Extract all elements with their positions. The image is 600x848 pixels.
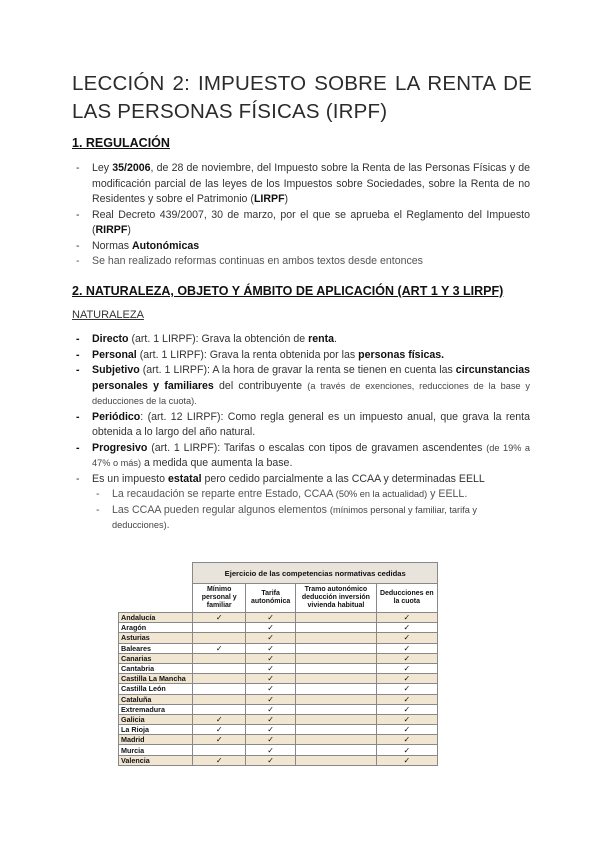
section-1-heading: 1. REGULACIÓN (72, 136, 170, 150)
check-icon: ✓ (246, 613, 296, 623)
table-row (119, 704, 438, 714)
table-row (119, 684, 438, 694)
empty-cell (193, 745, 246, 755)
table-row (119, 653, 438, 663)
table-super-header: Ejercicio de las competencias normativas cedidas (193, 563, 438, 584)
empty-cell (296, 684, 376, 694)
region-cell: La Rioja (119, 725, 193, 735)
check-icon: ✓ (376, 663, 437, 673)
empty-cell (193, 704, 246, 714)
check-icon: ✓ (376, 704, 437, 714)
check-icon: ✓ (246, 755, 296, 765)
region-cell: Madrid (119, 735, 193, 745)
check-icon: ✓ (376, 623, 437, 633)
check-icon: ✓ (246, 643, 296, 653)
region-cell: Castilla León (119, 684, 193, 694)
column-header: Tarifa autonómica (246, 584, 296, 613)
region-cell: Cantabria (119, 663, 193, 673)
check-icon: ✓ (376, 745, 437, 755)
empty-cell (296, 745, 376, 755)
check-icon: ✓ (376, 735, 437, 745)
list-item: - Subjetivo (art. 1 LIRPF): A la hora de gravar la renta se tienen en cuenta las circunstancias personales y familiares del contribuyente (a través de exenciones, reducciones de la base y deducciones de la cuota). (76, 364, 530, 406)
list-item: - Directo (art. 1 LIRPF): Grava la obtención de renta. (76, 333, 337, 345)
table-corner (119, 563, 193, 613)
empty-cell (193, 653, 246, 663)
check-icon: ✓ (246, 663, 296, 673)
check-icon: ✓ (246, 704, 296, 714)
region-cell: Murcia (119, 745, 193, 755)
check-icon: ✓ (246, 653, 296, 663)
naturaleza-subheading: NATURALEZA (72, 309, 144, 321)
check-icon: ✓ (246, 623, 296, 633)
table-row (119, 663, 438, 673)
empty-cell (193, 684, 246, 694)
page-title: LECCIÓN 2: IMPUESTO SOBRE LA RENTA DE LAS PERSONAS FÍSICAS (IRPF) (72, 72, 532, 123)
empty-cell (193, 623, 246, 633)
column-header: Mínimo personal y familiar (193, 584, 246, 613)
empty-cell (193, 633, 246, 643)
empty-cell (296, 704, 376, 714)
table-body (119, 613, 438, 766)
check-icon: ✓ (376, 725, 437, 735)
check-icon: ✓ (376, 674, 437, 684)
check-icon: ✓ (376, 714, 437, 724)
table-row (119, 745, 438, 755)
nested-list (92, 487, 530, 534)
list-item: - Ley 35/2006, de 28 de noviembre, del Impuesto sobre la Renta de las Personas Físicas y de modificación parcial de las leyes de los Impuestos sobre Sociedades, sobre la Renta de no Residentes y sobre el Patrimonio (LIRPF) (76, 162, 530, 205)
table-row (119, 694, 438, 704)
empty-cell (296, 694, 376, 704)
list-item: - Personal (art. 1 LIRPF): Grava la renta obtenida por las personas físicas. (76, 348, 445, 361)
competencias-table (118, 562, 438, 766)
check-icon: ✓ (246, 633, 296, 643)
list-item: - Progresivo (art. 1 LIRPF): Tarifas o escalas con tipos de gravamen ascendentes (de 19% a 47% o más) a medida que aumenta la base. (76, 441, 530, 469)
region-cell: Cataluña (119, 694, 193, 704)
region-cell: Asturias (119, 633, 193, 643)
check-icon: ✓ (193, 755, 246, 765)
check-icon: ✓ (193, 735, 246, 745)
check-icon: ✓ (193, 725, 246, 735)
check-icon: ✓ (193, 714, 246, 724)
region-cell: Castilla La Mancha (119, 674, 193, 684)
check-icon: ✓ (246, 674, 296, 684)
check-icon: ✓ (376, 633, 437, 643)
region-cell: Valencia (119, 755, 193, 765)
empty-cell (296, 643, 376, 653)
empty-cell (296, 653, 376, 663)
competencias-table-image (118, 562, 438, 766)
column-header: Deducciones en la cuota (376, 584, 437, 613)
table-row (119, 633, 438, 643)
table-row (119, 674, 438, 684)
list-item: - Se han realizado reformas continuas en ambos textos desde entonces (76, 255, 423, 267)
list-item: - Las CCAA pueden regular algunos elementos (mínimos personal y familiar, tarifa y deducciones). (96, 503, 477, 531)
check-icon: ✓ (376, 613, 437, 623)
table-row (119, 643, 438, 653)
region-cell: Galicia (119, 714, 193, 724)
list-item: - Normas Autonómicas (76, 239, 200, 252)
region-cell: Andalucía (119, 613, 193, 623)
check-icon: ✓ (376, 755, 437, 765)
table-row (119, 613, 438, 623)
list-item: - Real Decreto 439/2007, 30 de marzo, por el que se aprueba el Reglamento del Impuesto (RIRPF) (76, 208, 530, 236)
check-icon: ✓ (376, 684, 437, 694)
list-item: - La recaudación se reparte entre Estado, CCAA (50% en la actualidad) y EELL. (96, 488, 468, 500)
table-row (119, 755, 438, 765)
empty-cell (296, 735, 376, 745)
check-icon: ✓ (376, 653, 437, 663)
empty-cell (296, 714, 376, 724)
section-2-heading: 2. NATURALEZA, OBJETO Y ÁMBITO DE APLICACIÓN (ART 1 Y 3 LIRPF) (72, 284, 504, 298)
check-icon: ✓ (246, 725, 296, 735)
region-cell: Baleares (119, 643, 193, 653)
column-header: Tramo autonómico deducción inversión vivienda habitual (296, 584, 376, 613)
check-icon: ✓ (246, 694, 296, 704)
table-row (119, 725, 438, 735)
check-icon: ✓ (246, 714, 296, 724)
empty-cell (296, 725, 376, 735)
region-cell: Canarias (119, 653, 193, 663)
empty-cell (296, 613, 376, 623)
table-row (119, 735, 438, 745)
empty-cell (296, 663, 376, 673)
empty-cell (296, 755, 376, 765)
check-icon: ✓ (193, 643, 246, 653)
naturaleza-list (72, 332, 530, 534)
check-icon: ✓ (246, 684, 296, 694)
list-item: - Es un impuesto estatal pero cedido parcialmente a las CCAA y determinadas EELL - La recaudación se reparte entre Estado, CCAA (50% en la actualidad) y EELL. - Las CCAA pueden regular algunos elementos (mínimos personal y familiar, tarifa y deducciones). (72, 472, 530, 534)
regulation-list (72, 161, 530, 270)
empty-cell (296, 623, 376, 633)
empty-cell (296, 633, 376, 643)
check-icon: ✓ (376, 694, 437, 704)
list-item: - Periódico: (art. 12 LIRPF): Como regla general es un impuesto anual, que grava la renta obtenida a lo largo del año natural. (76, 410, 530, 438)
region-cell: Aragón (119, 623, 193, 633)
region-cell: Extremadura (119, 704, 193, 714)
empty-cell (296, 674, 376, 684)
check-icon: ✓ (376, 643, 437, 653)
empty-cell (193, 694, 246, 704)
check-icon: ✓ (193, 613, 246, 623)
table-row (119, 714, 438, 724)
check-icon: ✓ (246, 735, 296, 745)
empty-cell (193, 663, 246, 673)
empty-cell (193, 674, 246, 684)
table-row (119, 623, 438, 633)
check-icon: ✓ (246, 745, 296, 755)
